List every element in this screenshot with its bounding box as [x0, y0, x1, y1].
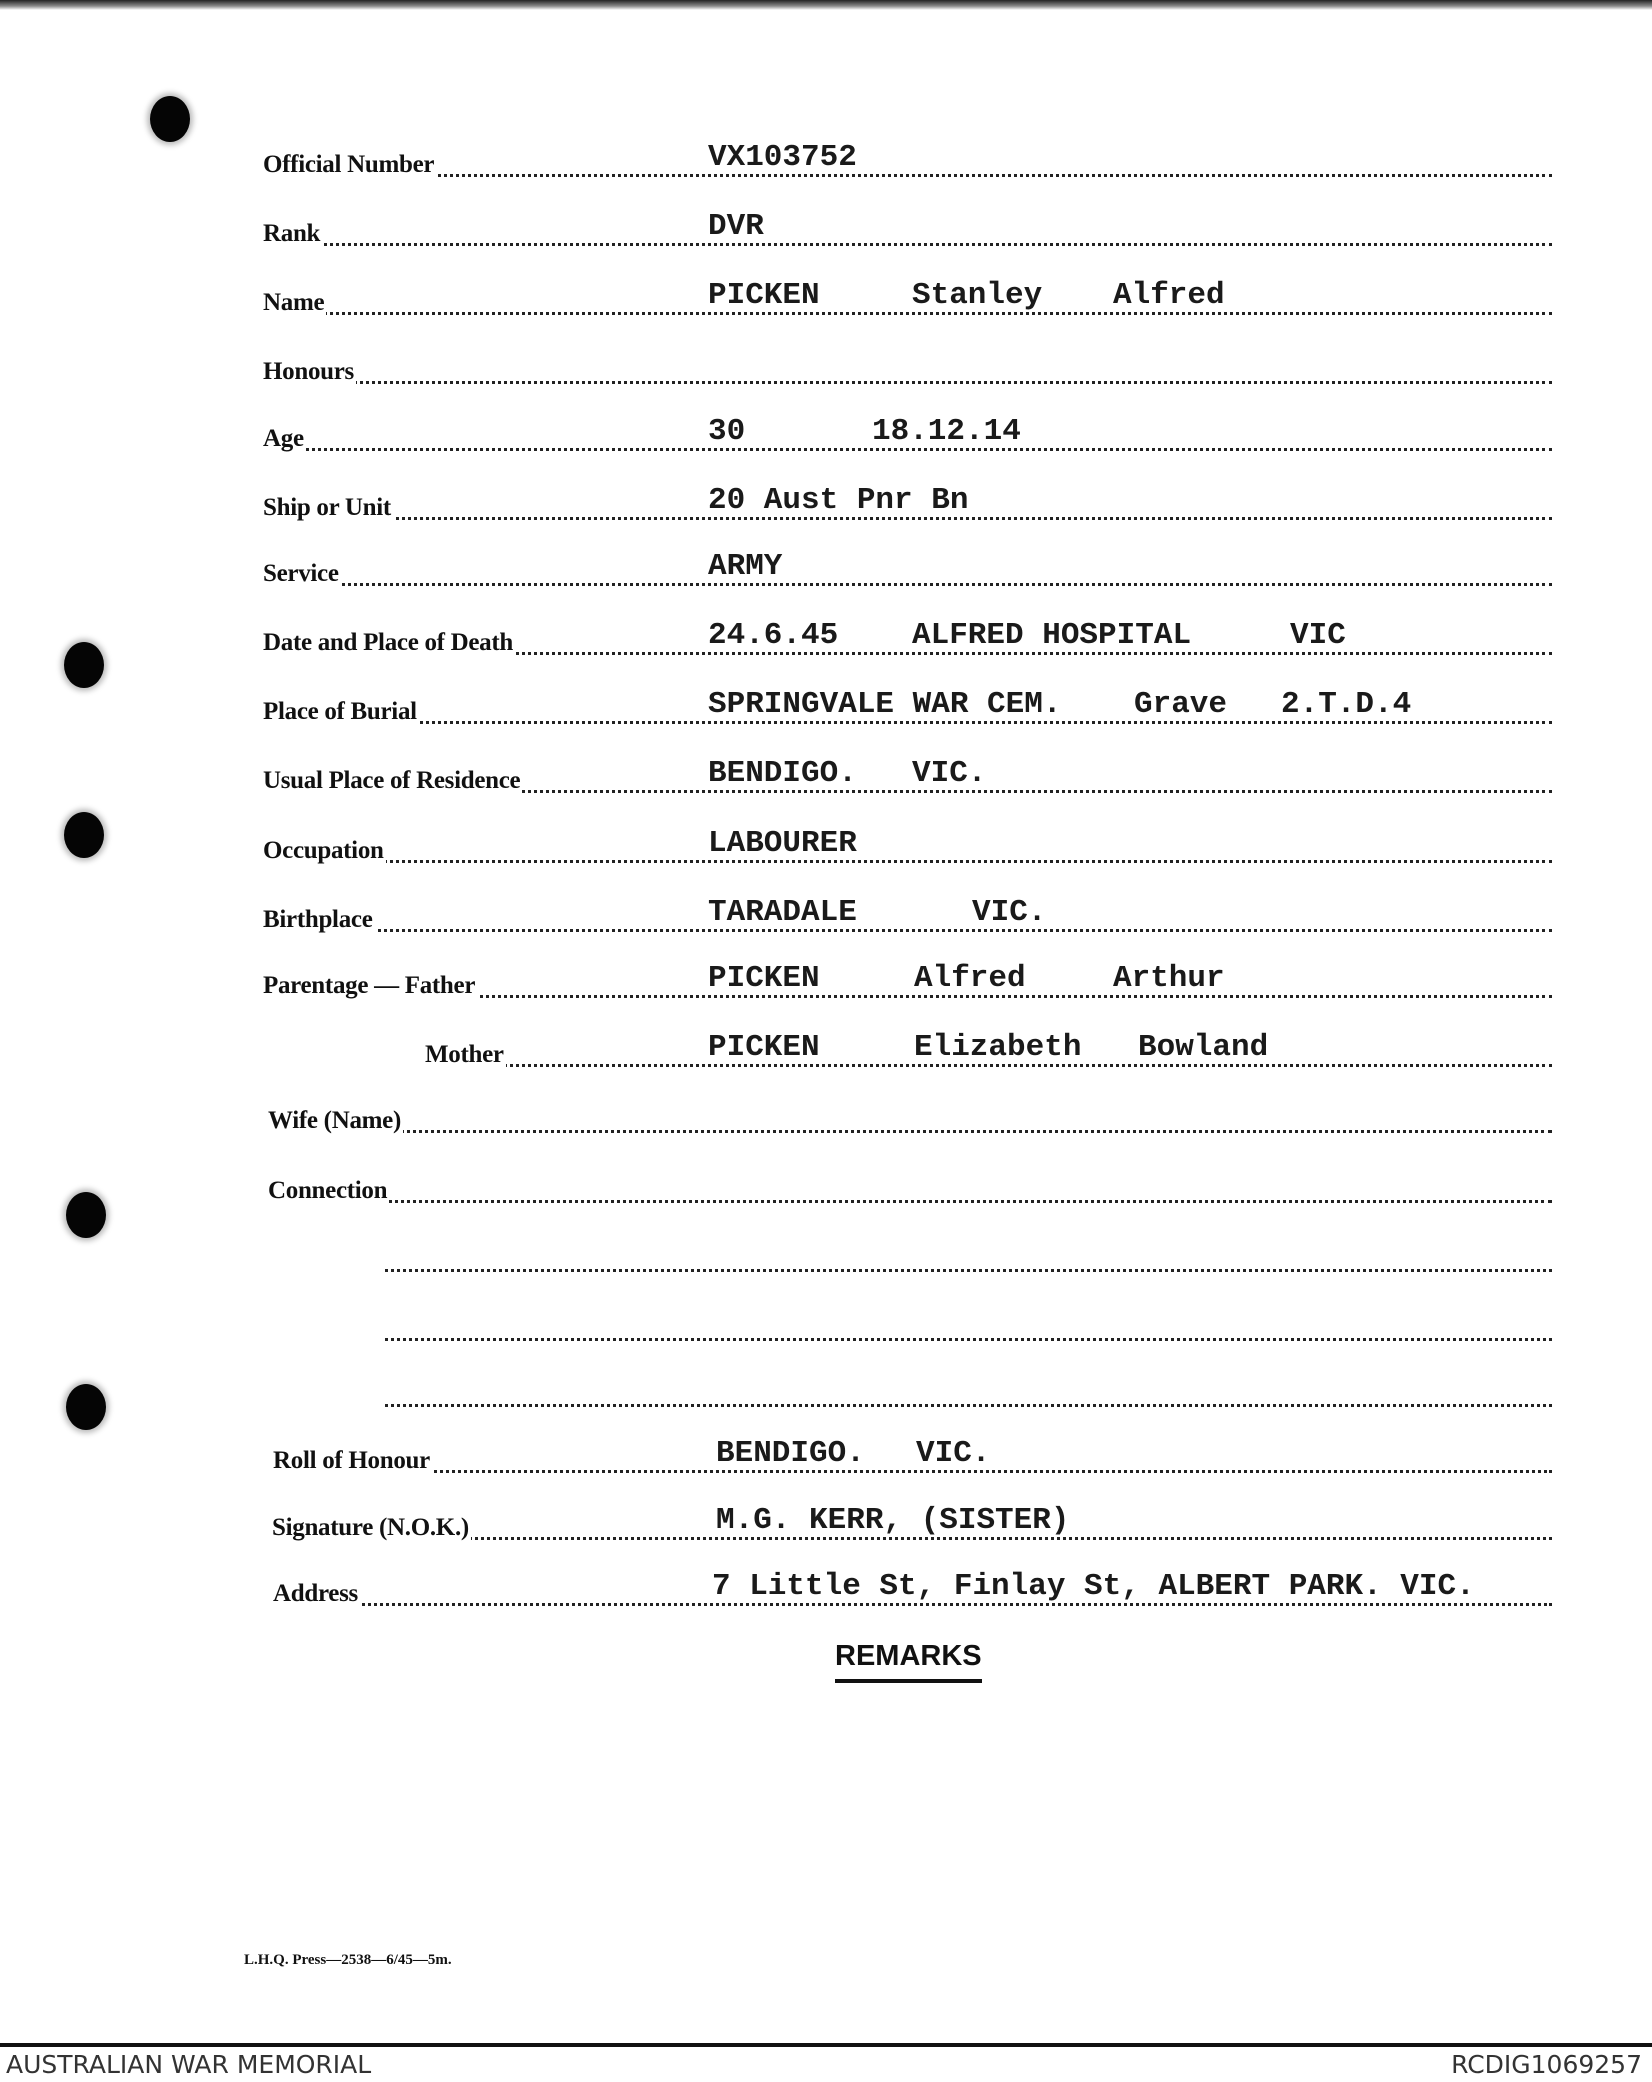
form-row — [0, 336, 1652, 392]
divider — [0, 2043, 1652, 2047]
field-label: Ship or Unit — [263, 493, 391, 521]
dotted-leader — [268, 1200, 1552, 1203]
form-row — [0, 1019, 1652, 1075]
field-label: Honours — [263, 358, 354, 386]
dotted-leader — [263, 312, 1552, 315]
field-label: Address — [273, 1580, 358, 1608]
form-row — [0, 403, 1652, 459]
field-value: Alfred — [1113, 278, 1225, 314]
field-label: Official Number — [263, 151, 435, 179]
field-value: Grave — [1134, 687, 1228, 723]
field-value: VIC — [1290, 618, 1346, 654]
field-label: Usual Place of Residence — [263, 767, 521, 795]
field-label: Rank — [263, 220, 321, 248]
field-value: Arthur — [1113, 961, 1225, 996]
field-value: 2.T.D.4 — [1281, 687, 1412, 723]
field-label: Connection — [268, 1176, 388, 1204]
field-value: 30 — [708, 413, 746, 449]
footer-record-id: RCDIG1069257 — [1451, 2050, 1642, 2079]
field-value: PICKEN — [708, 278, 820, 314]
field-value: 18.12.14 — [872, 413, 1021, 449]
dotted-leader — [385, 1404, 1552, 1407]
dotted-leader — [385, 1338, 1552, 1341]
form-row — [0, 884, 1652, 940]
form-row — [0, 472, 1652, 528]
field-value: BENDIGO. — [716, 1436, 865, 1472]
form-row — [0, 1155, 1652, 1211]
field-value: VIC. — [916, 1436, 991, 1472]
dotted-leader — [268, 1130, 1552, 1133]
field-value: PICKEN — [708, 1030, 820, 1066]
field-label: Roll of Honour — [273, 1447, 430, 1475]
scan-top-edge — [0, 0, 1652, 10]
form-row — [0, 538, 1652, 594]
field-value: M.G. KERR, (SISTER) — [716, 1502, 1070, 1538]
field-value: DVR — [708, 209, 764, 245]
field-label: Service — [263, 560, 339, 588]
press-mark: L.H.Q. Press—2538—6/45—5m. — [244, 1952, 452, 1968]
field-value: BENDIGO. — [708, 756, 857, 792]
form-row — [0, 129, 1652, 185]
field-value: Elizabeth — [914, 1030, 1082, 1066]
footer-institution: AUSTRALIAN WAR MEMORIAL — [6, 2050, 372, 2079]
field-value: TARADALE — [708, 894, 857, 930]
field-value: ALFRED HOSPITAL — [912, 618, 1192, 654]
form-row — [0, 745, 1652, 801]
field-label: Name — [263, 289, 325, 317]
form-row — [0, 267, 1652, 323]
form-row — [0, 1359, 1652, 1415]
field-value: SPRINGVALE WAR CEM. — [708, 687, 1062, 723]
field-value: 24.6.45 — [708, 618, 839, 654]
field-label: Date and Place of Death — [263, 629, 513, 657]
field-label: Place of Burial — [263, 698, 417, 726]
dotted-leader — [273, 1470, 1552, 1473]
field-value: 7 Little St, Finlay St, ALBERT PARK. VIC. — [712, 1569, 1475, 1605]
field-label: Occupation — [263, 836, 384, 864]
field-label: Mother — [425, 1041, 504, 1069]
field-value: PICKEN — [708, 961, 820, 996]
field-label: Birthplace — [263, 905, 373, 933]
field-value: Alfred — [914, 961, 1026, 996]
form-row — [0, 950, 1652, 1006]
form-row — [0, 198, 1652, 254]
form-row — [0, 815, 1652, 871]
form-row — [0, 1224, 1652, 1280]
form-row — [0, 1558, 1652, 1614]
field-value: Stanley — [912, 278, 1043, 314]
form-row — [0, 607, 1652, 663]
field-value: ARMY — [708, 549, 783, 585]
dotted-leader — [263, 243, 1552, 246]
dotted-leader — [385, 1269, 1552, 1272]
form-row — [0, 1293, 1652, 1349]
form-row — [0, 1085, 1652, 1141]
dotted-leader — [263, 860, 1552, 863]
dotted-leader — [263, 174, 1552, 177]
field-value: VIC. — [972, 894, 1047, 930]
field-value: VIC. — [912, 756, 987, 792]
field-label: Wife (Name) — [268, 1107, 401, 1135]
form-row — [0, 676, 1652, 732]
field-label: Age — [263, 424, 304, 452]
field-value: 20 Aust Pnr Bn — [708, 482, 969, 518]
field-value: LABOURER — [708, 825, 857, 861]
field-label: Signature (N.O.K.) — [272, 1513, 469, 1541]
dotted-leader — [263, 929, 1552, 932]
dotted-leader — [263, 583, 1552, 586]
form-row — [0, 1425, 1652, 1481]
remarks-heading: REMARKS — [835, 1640, 982, 1683]
field-value: VX103752 — [708, 140, 857, 176]
dotted-leader — [263, 381, 1552, 384]
field-label: Parentage — Father — [263, 972, 476, 999]
field-value: Bowland — [1138, 1030, 1269, 1066]
form-row — [0, 1492, 1652, 1548]
